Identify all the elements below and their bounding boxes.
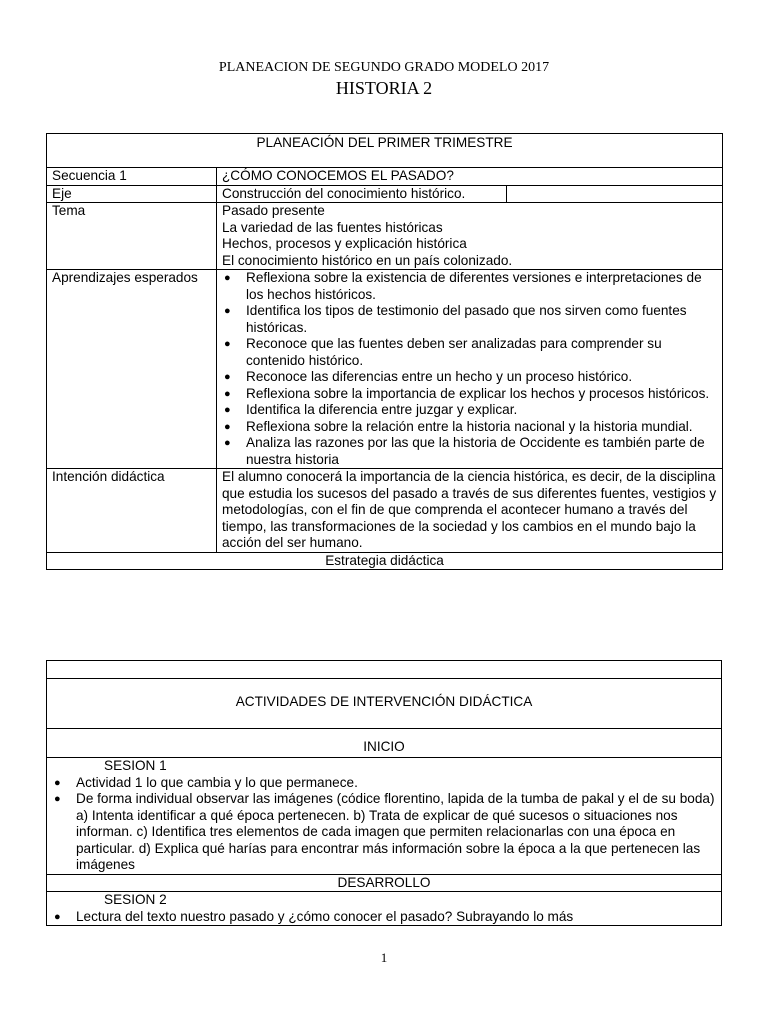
list-item: ● Identifica los tipos de testimonio del pasado que nos sirven como fuentes históricas. xyxy=(246,303,717,336)
aprendizajes-label: Aprendizajes esperados xyxy=(47,270,217,469)
tema-line: La variedad de las fuentes históricas xyxy=(222,219,443,235)
table-row xyxy=(47,134,723,168)
secuencia-value: ¿CÓMO CONOCEMOS EL PASADO? xyxy=(217,168,723,186)
sesion1-list xyxy=(52,775,716,874)
eje-label: Eje xyxy=(47,185,217,203)
list-item: ● Reconoce las diferencias entre un hecho y un proceso histórico. xyxy=(246,369,717,386)
actividades-table xyxy=(46,660,722,926)
aprendizajes-list xyxy=(222,270,717,468)
page-number: 1 xyxy=(380,950,388,965)
list-item: ● Analiza las razones por las que la historia de Occidente es también parte de nuestra historia xyxy=(246,435,717,468)
table-row xyxy=(47,892,722,926)
table-row xyxy=(47,185,723,203)
table-row xyxy=(47,168,723,186)
list-item: ● Reflexiona sobre la relación entre la historia nacional y la historia mundial. xyxy=(246,419,717,436)
tema-line: Pasado presente xyxy=(222,203,325,218)
list-item: ● Reflexiona sobre la existencia de diferentes versiones e interpretaciones de los hechos históricos. xyxy=(246,270,717,303)
table-title: PLANEACIÓN DEL PRIMER TRIMESTRE xyxy=(47,134,723,168)
tema-value xyxy=(217,203,723,270)
list-item: ● Lectura del texto nuestro pasado y ¿cómo conocer el pasado? Subrayando lo más xyxy=(76,909,716,926)
list-item: ● Actividad 1 lo que cambia y lo que permanece. xyxy=(76,775,716,792)
list-item: ● De forma individual observar las imágenes (códice florentino, lapida de la tumba de pakal y el de su boda) a) Intenta identificar a qué época pertenecen. b) Trata de explicar de qué sucesos o situaciones nos informan. c) Identifica tres elementos de cada imagen que permiten relacionarlas con una época en particular. d) Explica qué harías para encontrar más información sobre la época a la que pertenecen las imágenes xyxy=(76,791,716,874)
table-row xyxy=(47,552,723,570)
table-row xyxy=(47,729,722,758)
list-item: ● Reconoce que las fuentes deben ser analizadas para comprender su contenido histórico. xyxy=(246,336,717,369)
list-item: ● Reflexiona sobre la importancia de explicar los hechos y procesos históricos. xyxy=(246,386,717,403)
sesion2-cell xyxy=(47,892,722,926)
aprendizajes-value xyxy=(217,270,723,469)
eje-value: Construcción del conocimiento histórico. xyxy=(217,185,507,203)
sesion2-heading: SESION 2 xyxy=(104,892,167,907)
sesion1-cell xyxy=(47,758,722,875)
empty-row xyxy=(47,661,722,679)
secuencia-label: Secuencia 1 xyxy=(47,168,217,186)
estrategia-heading: Estrategia didáctica xyxy=(47,552,723,570)
table-row xyxy=(47,679,722,729)
table-row xyxy=(47,874,722,892)
sesion1-heading: SESION 1 xyxy=(104,758,167,773)
table-row xyxy=(47,758,722,875)
planeacion-table xyxy=(46,133,723,570)
tema-line: El conocimiento histórico en un país colonizado. xyxy=(222,252,513,268)
table-row xyxy=(47,203,723,270)
tema-label: Tema xyxy=(47,203,217,270)
document-subtitle: PLANEACION DE SEGUNDO GRADO MODELO 2017 xyxy=(218,60,550,75)
inicio-heading: INICIO xyxy=(47,729,722,758)
document-title: HISTORIA 2 xyxy=(335,78,433,98)
tema-line: Hechos, procesos y explicación histórica xyxy=(222,236,467,251)
table-row xyxy=(47,270,723,469)
intencion-label: Intención didáctica xyxy=(47,469,217,553)
list-item: ● Identifica la diferencia entre juzgar y explicar. xyxy=(246,402,717,419)
actividades-title: ACTIVIDADES DE INTERVENCIÓN DIDÁCTICA xyxy=(47,679,722,729)
intencion-value: El alumno conocerá la importancia de la ciencia histórica, es decir, de la disciplina que estudia los sucesos del pasado a través de sus diferentes fuentes, vestigios y metodologías, con el fin de que comprenda el acontecer humano a través del tiempo, las transformaciones de la sociedad y los cambios en el mundo bajo la acción del ser humano. xyxy=(217,469,723,553)
table-row xyxy=(47,661,722,679)
desarrollo-heading: DESARROLLO xyxy=(47,874,722,892)
eje-empty-cell xyxy=(507,185,723,203)
table-row xyxy=(47,469,723,553)
sesion2-list xyxy=(52,909,716,926)
